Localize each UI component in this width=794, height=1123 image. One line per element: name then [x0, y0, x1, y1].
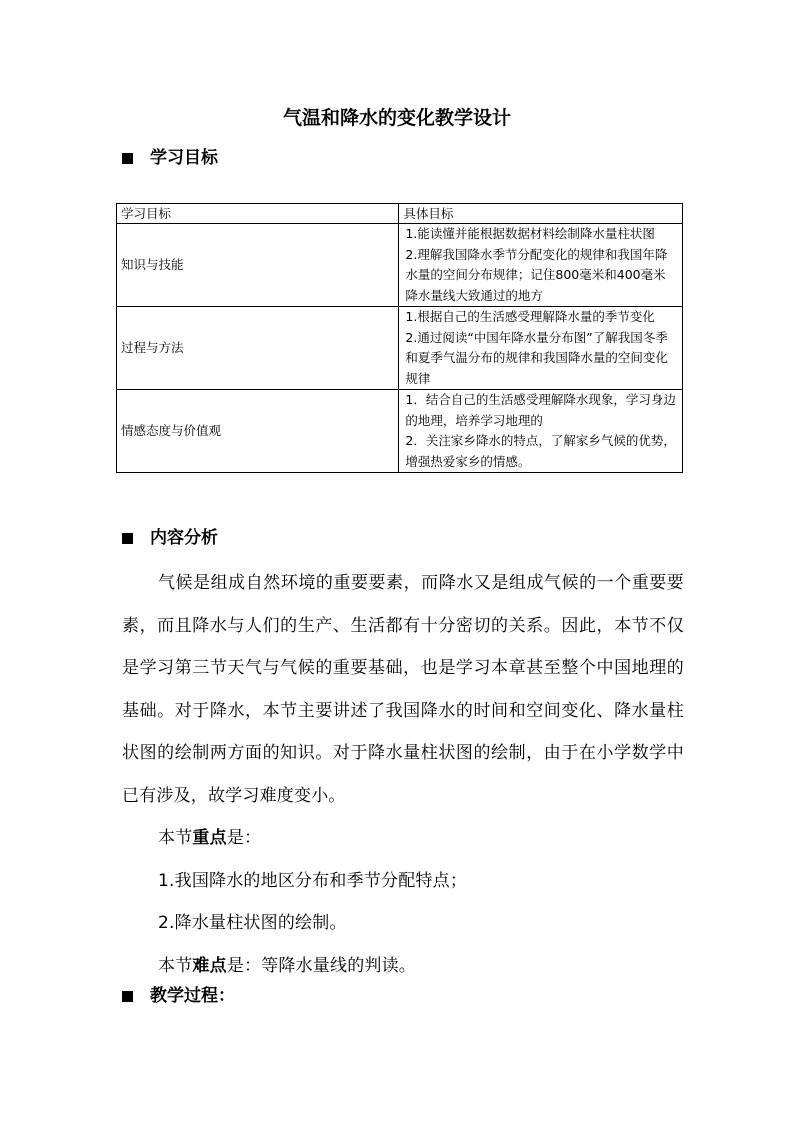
section-heading-goals	[122, 146, 218, 170]
table-row	[117, 390, 683, 473]
goal-item: 2.理解我国降水季节分配变化的规律和我国年降水量的空间分布规律；记住800毫米和400毫米降水量线大致通过的地方	[405, 246, 668, 303]
text-prefix: 本节	[158, 828, 193, 848]
table-row	[117, 224, 683, 307]
key-point-item: 1.我国降水的地区分布和季节分配特点；	[158, 870, 468, 891]
learning-goals-table	[116, 203, 683, 473]
goal-item: 1.根据自己的生活感受理解降水量的季节变化	[405, 309, 655, 324]
key-points-bold: 重点	[192, 828, 227, 848]
section-heading-label: 内容分析	[150, 528, 218, 548]
analysis-paragraph: 气候是组成自然环境的重要要素，而降水又是组成气候的一个重要要素，而且降水与人们的生产、生活都有十分密切的关系。因此，本节不仅是学习第三节天气与气候的重要基础，也是学习本章甚至整个中国地理的基础。对于降水，本节主要讲述了我国降水的时间和空间变化、降水量柱状图的绘制两方面的知识。对于降水量柱状图的绘制，由于在小学数学中已有涉及，故学习难度变小。	[122, 573, 684, 806]
section-heading-label: 教学过程：	[150, 986, 235, 1006]
goal-detail-cell	[399, 390, 683, 473]
goal-category-cell: 情感态度与价值观	[117, 390, 399, 473]
goal-detail-cell	[399, 307, 683, 390]
goal-detail-cell	[399, 224, 683, 307]
text-suffix: 是：等降水量线的判读。	[226, 955, 417, 976]
goal-item: 2．关注家乡降水的特点，了解家乡气候的优势，增强热爱家乡的情感。	[405, 433, 676, 469]
table-header-cell: 具体目标	[399, 204, 683, 224]
section-heading-label: 学习目标	[150, 148, 218, 168]
table-row	[117, 307, 683, 390]
table-header-cell: 学习目标	[117, 204, 399, 224]
section-heading-process	[122, 984, 235, 1008]
bullet-square-icon	[122, 153, 133, 164]
goal-category-cell: 过程与方法	[117, 307, 399, 390]
analysis-body	[122, 562, 684, 987]
page-title: 气温和降水的变化教学设计	[282, 107, 511, 129]
goal-item: 2.通过阅读“中国年降水量分布图”了解我国冬季和夏季气温分布的规律和我国降水量的空间变化规律	[405, 329, 668, 386]
bullet-square-icon	[122, 991, 133, 1002]
key-point-item: 2.降水量柱状图的绘制。	[158, 913, 347, 933]
text-prefix: 本节	[158, 955, 193, 976]
difficulty-line	[122, 945, 684, 988]
section-heading-analysis	[122, 526, 218, 550]
key-points-line	[122, 817, 684, 860]
table-header-row	[117, 204, 683, 224]
goal-item: 1.能读懂并能根据数据材料绘制降水量柱状图	[405, 226, 655, 241]
difficulty-bold: 难点	[192, 955, 227, 976]
text-suffix: 是：	[226, 828, 262, 848]
goal-category-cell: 知识与技能	[117, 224, 399, 307]
bullet-square-icon	[122, 533, 133, 544]
goal-item: 1．结合自己的生活感受理解降水现象，学习身边的地理，培养学习地理的	[405, 392, 676, 428]
